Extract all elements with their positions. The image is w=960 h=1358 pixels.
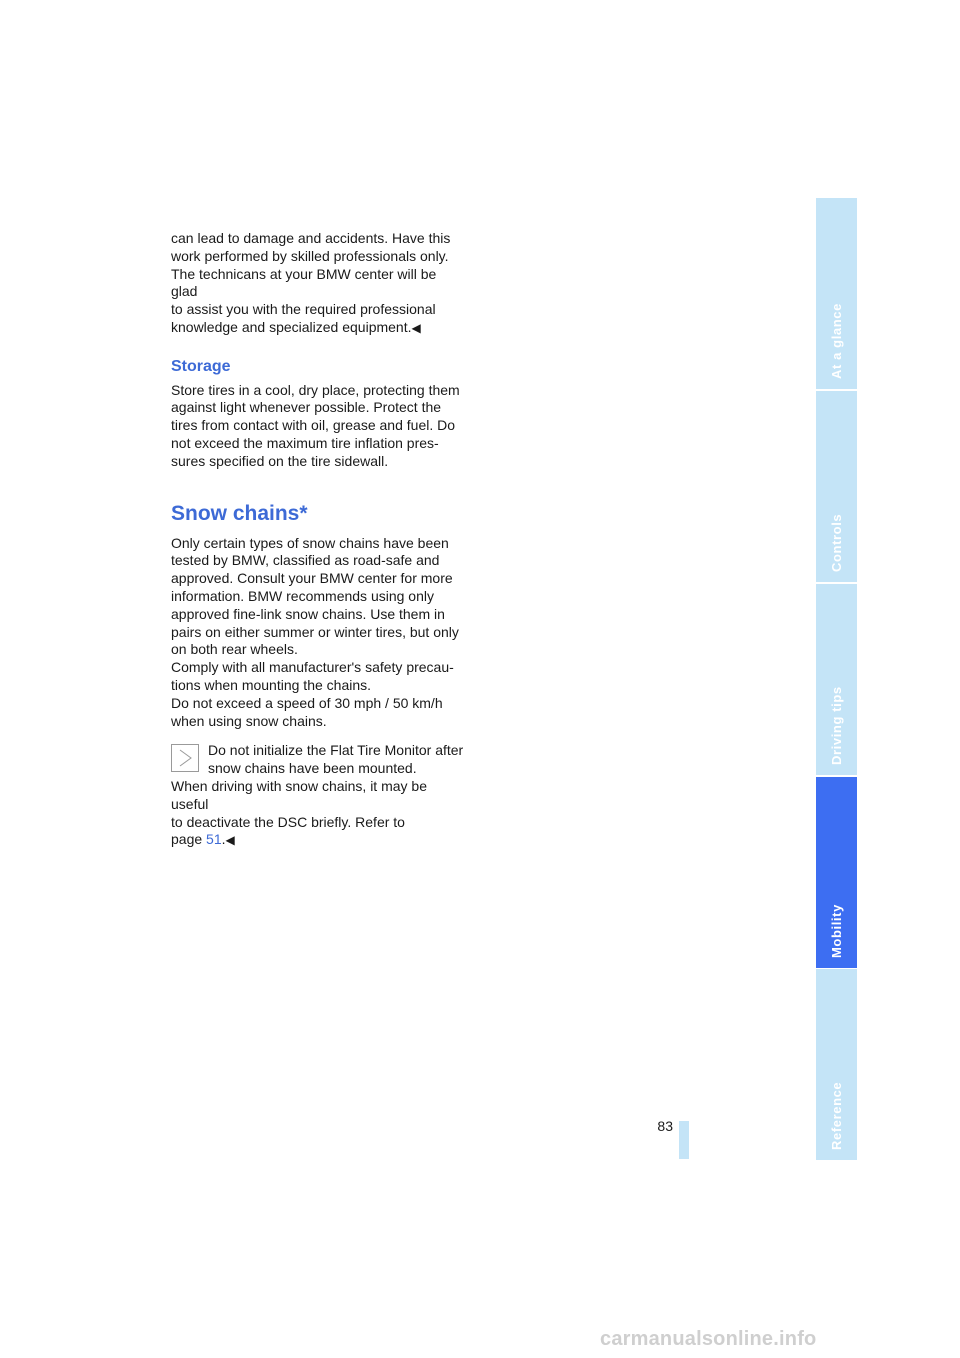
end-of-note-marker: ◀ xyxy=(411,320,421,335)
note-arrow-icon xyxy=(171,744,199,772)
tab-controls[interactable] xyxy=(816,391,857,582)
page-number: 83 xyxy=(657,1118,673,1134)
tab-mobility[interactable] xyxy=(816,777,857,968)
section-tabs xyxy=(816,198,857,1160)
tab-driving-tips[interactable] xyxy=(816,584,857,775)
tab-reference[interactable] xyxy=(816,969,857,1160)
page-content xyxy=(171,230,466,850)
intro-paragraph: can lead to damage and accidents. Have this work performed by skilled professionals only. The technicans at your BMW center will be glad to assist you with the required professional knowledge and specialized equipment.◀ xyxy=(171,230,451,335)
note-continuation: When driving with snow chains, it may be useful to deactivate the DSC briefly. Refer to page 51.◀ xyxy=(171,777,427,848)
storage-heading: Storage xyxy=(171,357,231,375)
watermark-text: carmanualsonline.info xyxy=(600,1328,817,1350)
tab-label: At a glance xyxy=(829,303,844,379)
tab-label: Reference xyxy=(829,1081,844,1150)
tab-label: Controls xyxy=(829,513,844,572)
end-of-note-marker: ◀ xyxy=(225,833,235,848)
snow-chains-paragraph: Only certain types of snow chains have been tested by BMW, classified as road-safe and approved. Consult your BMW center for more information. BMW recommends using only approved fine-link snow chains. Use them in pairs on either summer or winter tires, but only on both rear wheels. Comply with all manufacturer's safety precau- tions when mounting the chains. Do not exceed a speed of 30 mph / 50 km/h when using snow chains. xyxy=(171,534,459,729)
tab-label: Driving tips xyxy=(829,686,844,765)
page-marker-bar xyxy=(679,1121,689,1159)
snow-chains-heading: Snow chains* xyxy=(171,501,308,525)
note-block: Do not initialize the Flat Tire Monitor after snow chains have been mounted. xyxy=(171,742,466,778)
tab-label: Mobility xyxy=(829,904,844,958)
storage-paragraph: Store tires in a cool, dry place, protecting them against light whenever possible. Protect the tires from contact with oil, grease and fuel. Do not exceed the maximum tire inflation pres- sures specified on the tire sidewall. xyxy=(171,381,460,469)
page-reference-link[interactable]: 51 xyxy=(206,831,222,848)
tab-at-a-glance[interactable] xyxy=(816,198,857,389)
